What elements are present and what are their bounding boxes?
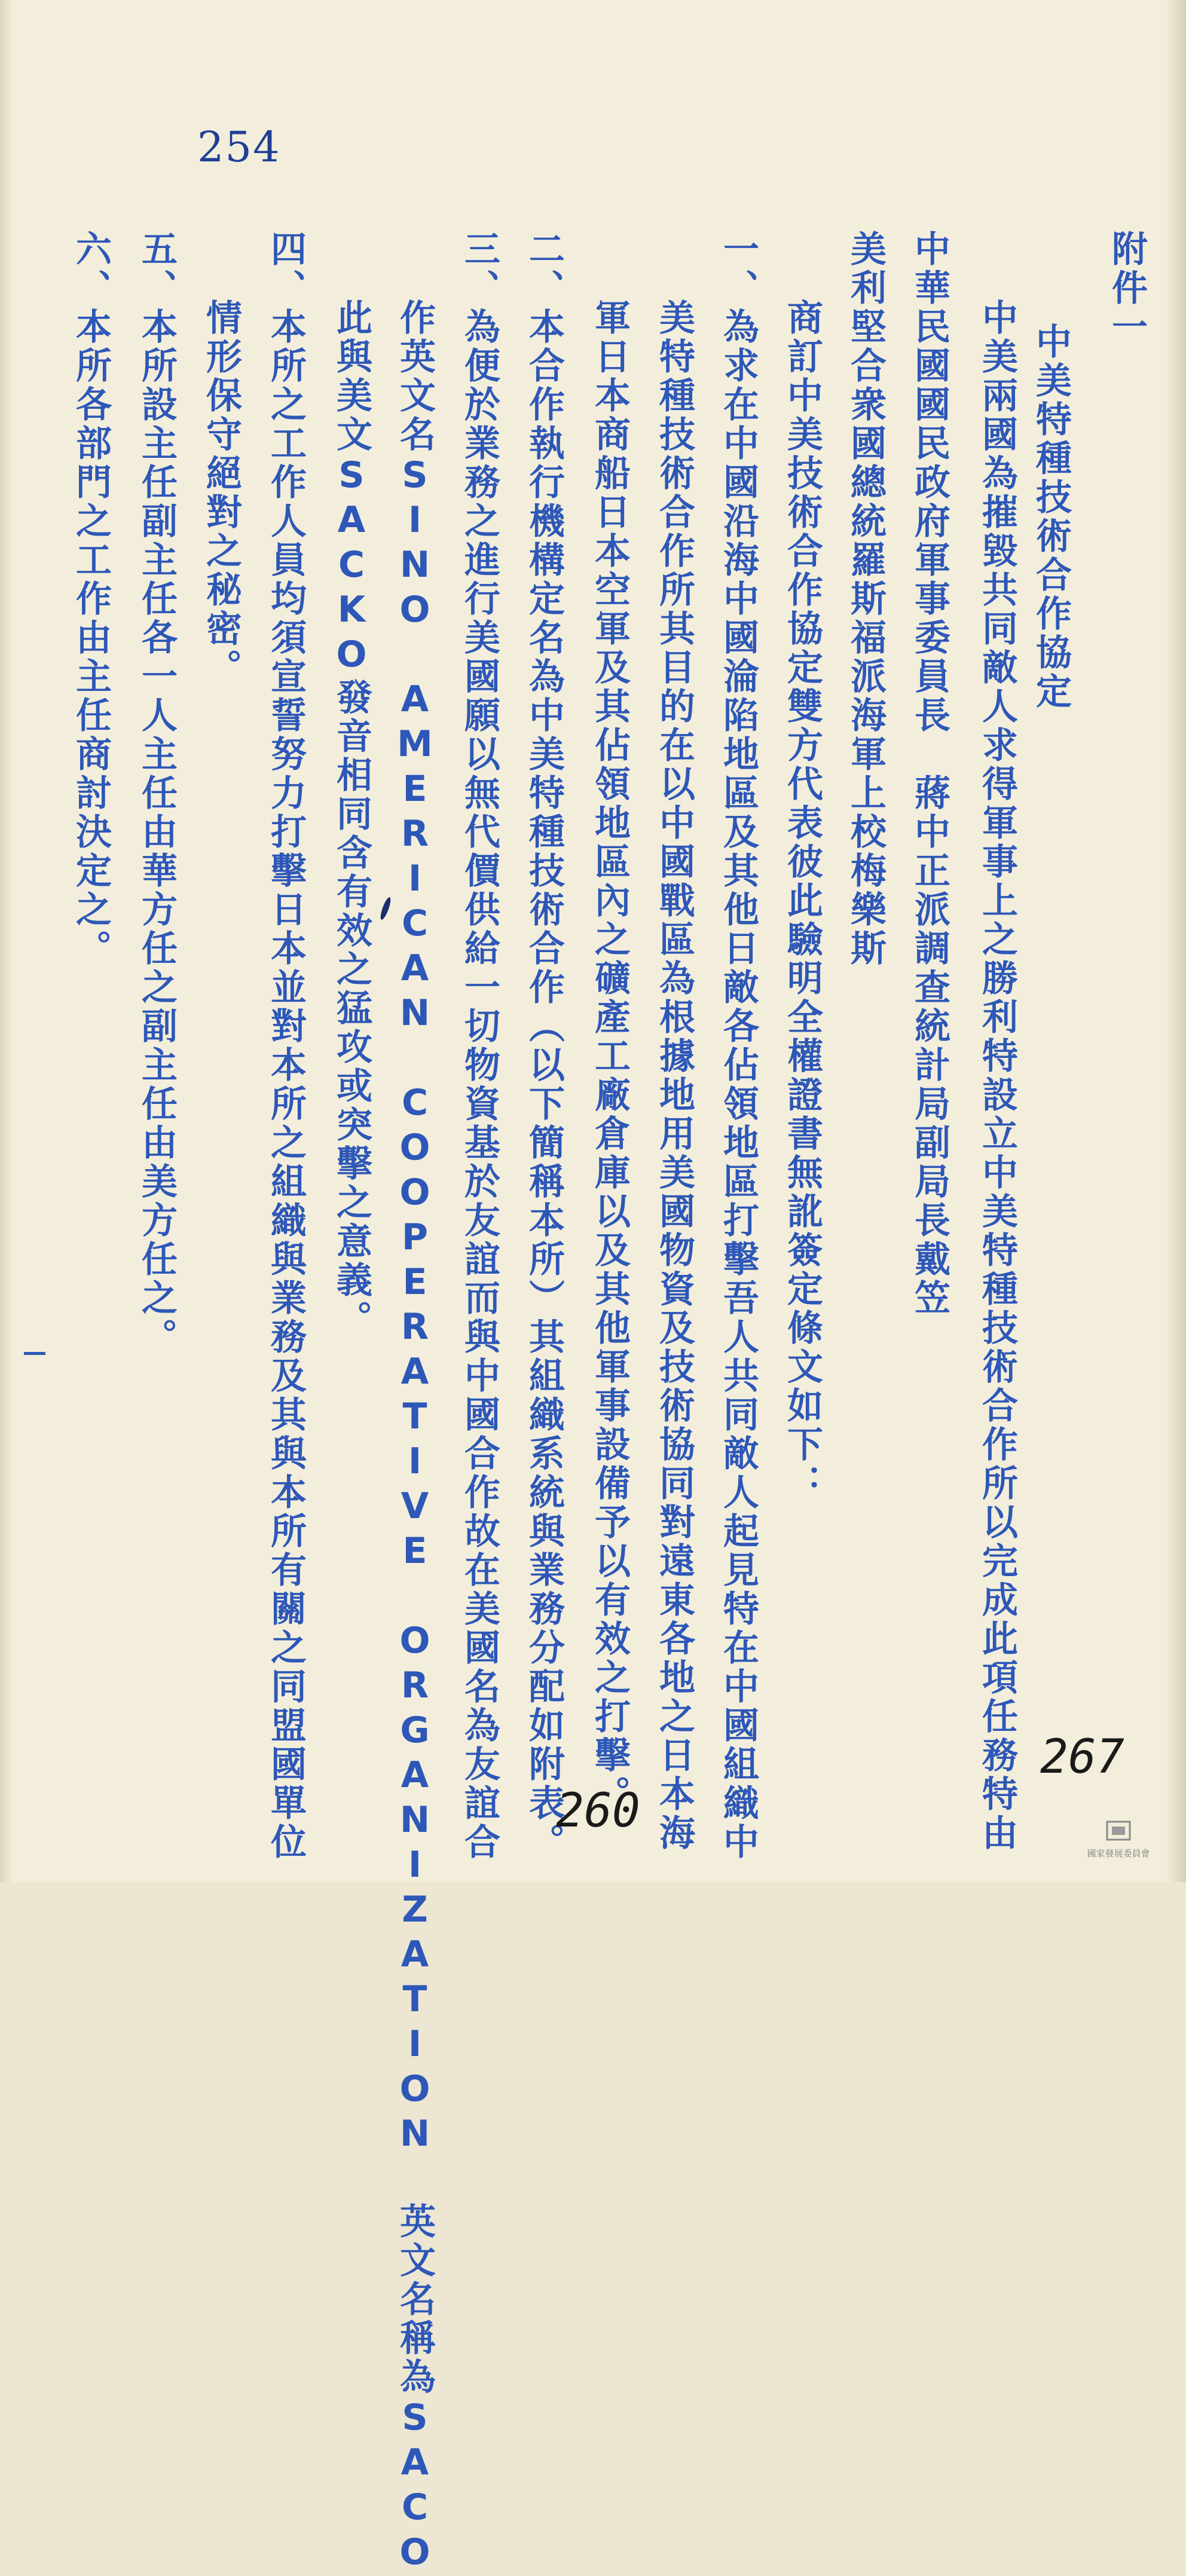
clause-1-line-2: 美特種技術合作所其目的在以中國戰區為根據地用美國物資及技術協同對遠東各地之日本海 xyxy=(653,299,695,1853)
clause-3-line-1: 三、為便於業務之進行美國願以無代價供給一切物資基於友誼而與中國合作故在美國名為友誼合 xyxy=(458,230,500,1862)
handwritten-number-left: 260 xyxy=(556,1784,640,1838)
archive-logo-icon xyxy=(1105,1817,1132,1844)
clause-5: 五、本所設主任副主任各一人主任由華方任之副主任由美方任之。 xyxy=(136,230,178,1357)
clause-3-line-2: 作英文名SINO AMERICAN COOPERATIVE ORGANIZATION 英文名稱為SACO xyxy=(394,299,436,2576)
text-column-3: 美利堅合衆國總統羅斯福派海軍上校梅樂斯 xyxy=(845,230,887,968)
attachment-label: 附件一 xyxy=(1106,230,1148,347)
clause-1-line-3: 軍日本商船日本空軍及其佔領地區內之礦產工廠倉庫以及其他軍事設備予以有效之打擊。 xyxy=(589,299,631,1814)
document-title: 中美特種技術合作協定 xyxy=(1030,323,1072,711)
clause-6: 六、本所各部門之工作由主任商討決定之。 xyxy=(70,230,112,968)
text-column-2: 中華民國國民政府軍事委員長 蔣中正派調查統計局副局長戴笠 xyxy=(909,230,950,1318)
handwritten-number-right: 267 xyxy=(1040,1730,1124,1784)
text-column-1: 中美兩國為摧毀共同敵人求得軍事上之勝利特設立中美特種技術合作所以完成此項任務特由 xyxy=(976,299,1018,1853)
paper-edge-right xyxy=(1166,0,1186,1882)
paper-edge-left xyxy=(0,0,13,1882)
margin-mark xyxy=(24,1352,45,1355)
ink-smudge xyxy=(378,896,392,920)
page-number: 254 xyxy=(197,123,281,172)
archive-stamp-text: 國家發展委員會 xyxy=(1087,1848,1150,1859)
text-column-4: 商訂中美技術合作協定雙方代表彼此驗明全權證書無訛簽定條文如下： xyxy=(781,299,823,1503)
clause-2: 二、本合作執行機構定名為中美特種技術合作（以下簡稱本所）其組織系統與業務分配如附表。 xyxy=(523,230,565,1862)
clause-1-line-1: 一、為求在中國沿海中國淪陷地區及其他日敵各佔領地區打擊吾人共同敵人起見特在中國組織中 xyxy=(717,230,759,1862)
clause-3-line-3: 此與美文SACKO發音相同含有效之猛攻或突擊之意義。 xyxy=(331,299,372,1339)
clause-4-line-2: 情形保守絕對之秘密。 xyxy=(200,299,242,687)
archive-stamp xyxy=(1074,1806,1163,1859)
clause-4-line-1: 四、本所之工作人員均須宣誓努力打擊日本並對本所之組織與業務及其與本所有關之同盟國單位 xyxy=(265,230,307,1862)
